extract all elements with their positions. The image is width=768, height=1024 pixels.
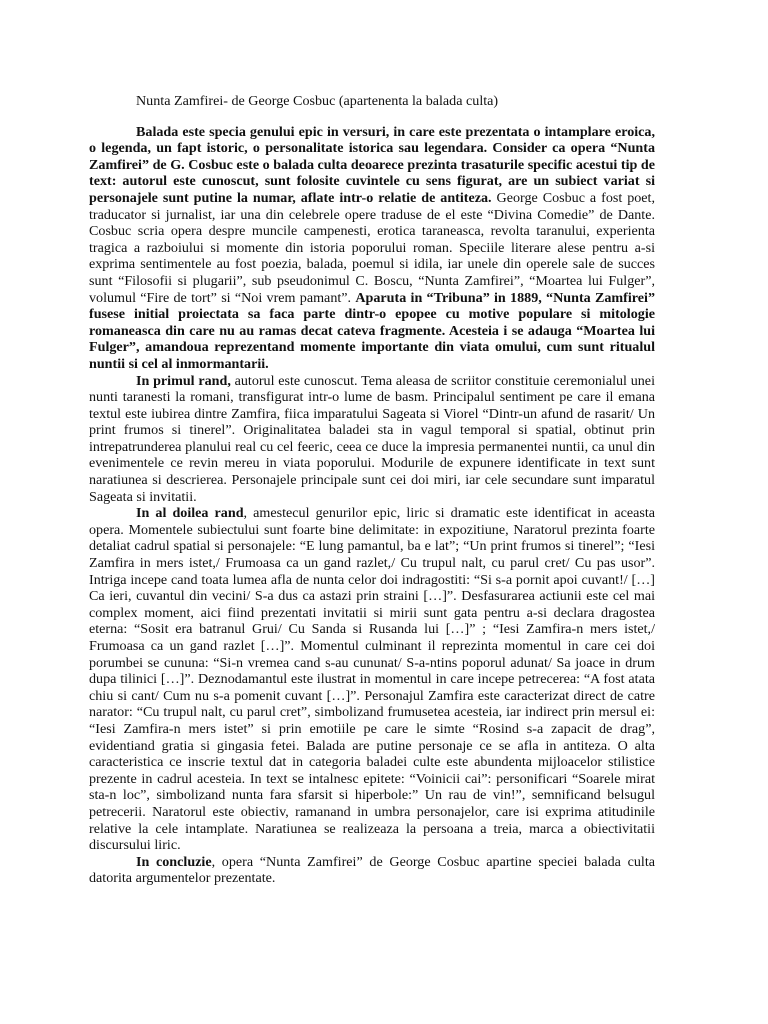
intro-bold-publication: Aparuta in “Tribuna” in 1889, “Nunta Zamfirei” fusese initial proiectata sa faca parte dintr-o epopee cu motive populare si mitologie romaneasca din care nu au ramas decat cateva fragmente. Acesteia i se adauga “Moartea lui Fulger”, amandoua reprezentand momente importante din viata omului, cum sunt ritualul nuntii si cel al inmormantarii. [89,289,655,372]
second-argument-text: , amestecul genurilor epic, liric si dramatic este identificat in aceasta opera. Momentele subiectului sunt foarte bine delimitate: in expozitiune, Naratorul prezinta foarte detaliat cadrul spatial si personajele: “E lung pamantul, ba e lat”; “Un print frumos si tinerel”; “Iesi Zamfira in mers istet,/ Frumoasa ca un gand razlet,/ Cu trupul nalt, cu parul cret/ Cu pas usor”. Intriga incepe cand toata lumea afla de nunta celor doi indragostiti: “Si s-a pornit apoi cuvant!/ […] Ca ieri, cuvantul din vecini/ S-a dus ca astazi prin straini […]”. Desfasurarea actiunii este cel mai complex moment, aici fiind prezentati invitatii si mirii sunt gata pentru a-si declara dragostea eterna: “Sosit era batranul Grui/ Cu Sanda si Rusanda lui […]” ; “Iesi Zamfira-n mers istet,/ Frumoasa ca un gand razlet […]”. Momentul culminant il reprezinta momentul in care cei doi porumbei se cununa: “Si-n vremea cand s-au cununat/ S-a-ntins poporul adunat/ Sa joace in drum dupa tilinici […]”. Deznodamantul este ilustrat in momentul in care incepe petrecerea: “A fost atata chiu si cant/ Cum nu s-a pomenit cuvant […]”. Personajul Zamfira este caracterizat direct de catre narator: “Cu trupul nalt, cu parul cret”, simbolizand frumusetea acesteia, iar indirect prin mersul ei: “Iesi Zamfira-n mers istet” si prin emotiile pe care le simte “Rosind s-a zapacit de drag”, evidentiand gratia si gingasia fetei. Balada are putine personaje ce se afla in antiteza. O alta caracteristica ce inscrie textul dat in categoria baladei culte este abundenta mijloacelor stilistice prezente in cadrul acesteia. In text se intalnesc epitete: “Voinicii cai”: personificari “Soarele mirat sta-n loc”, simbolizand nunta fara sfarsit si hiperbole:” Un rau de vin!”, semnificand belsugul petrecerii. Naratorul este obiectiv, ramanand in umbra personajelor, care isi exprima atitudinile relative la cele intamplate. Naratiunea se realizeaza la persoana a treia, marca a obiectivitatii discursului liric. [89,505,655,854]
intro-author-text: George Cosbuc a fost poet, traducator si jurnalist, iar una din celebrele opere traduse de el este “Divina Comedie” de Dante. Cosbuc scria opera despre muncile campenesti, erotica taraneasca, revolta taranului, experienta tragica a razboiului si momente din istoria poporului roman. Speciile literare alese pentru a-si exprima sentimentele au fost poezia, balada, poemul si idila, iar unele din operele sale de succes sunt “Filosofii si plugarii”, sub pseudonimul C. Boscu, “Nunta Zamfirei”, “Moartea lui Fulger”, volumul “Fire de tort” si “Noi vrem pamant”. [89,189,655,306]
second-argument-heading: In al doilea rand [136,505,244,522]
first-argument-text: autorul este cunoscut. Tema aleasa de scriitor constituie ceremonialul unei nunti taranesti la romani, transfigurat intr-o lume de basm. Principalul sentiment pe care il emana textul este iubirea dintre Zamfira, fiica imparatului Sageata si Viorel “Dintr-un afund de rasarit/ Un print frumos si tinerel”. Originalitatea baladei sta in vagul temporal si spatial, obtinut prin intrepatrunderea planului real cu cel feeric, ceea ce duce la impresia permanentei nuntii, ca unul din evenimentele ce revin mereu in viata poporului. Modurile de expunere identificate in text sunt naratiunea si descrierea. Personajele principale sunt cei doi miri, iar cele secundare sunt imparatul Sageata si invitatii. [89,372,655,505]
paragraph-conclusion [89,854,655,887]
document-title: Nunta Zamfirei- de George Cosbuc (apartenenta la balada culta) [136,93,499,109]
paragraph-introduction [89,124,655,373]
conclusion-text: , opera “Nunta Zamfirei” de George Cosbuc apartine speciei balada culta datorita argumentelor prezentate. [89,853,655,887]
first-argument-heading: In primul rand, [136,372,231,389]
intro-bold-definition: Balada este specia genului epic in versuri, in care este prezentata o intamplare eroica, o legenda, un fapt istoric, o personalitate istorica sau legendara. Consider ca opera “Nunta Zamfirei” de G. Cosbuc este o balada culta deoarece prezinta trasaturile specific acestui tip de text: autorul este cunoscut, sunt folosite cuvintele cu sens figurat, are un subiect variat si personajele sunt putine la numar, aflate intr-o relatie de antiteza. [89,123,655,206]
paragraph-second-argument [89,505,655,853]
conclusion-heading: In concluzie [136,853,212,870]
paragraph-first-argument [89,373,655,506]
